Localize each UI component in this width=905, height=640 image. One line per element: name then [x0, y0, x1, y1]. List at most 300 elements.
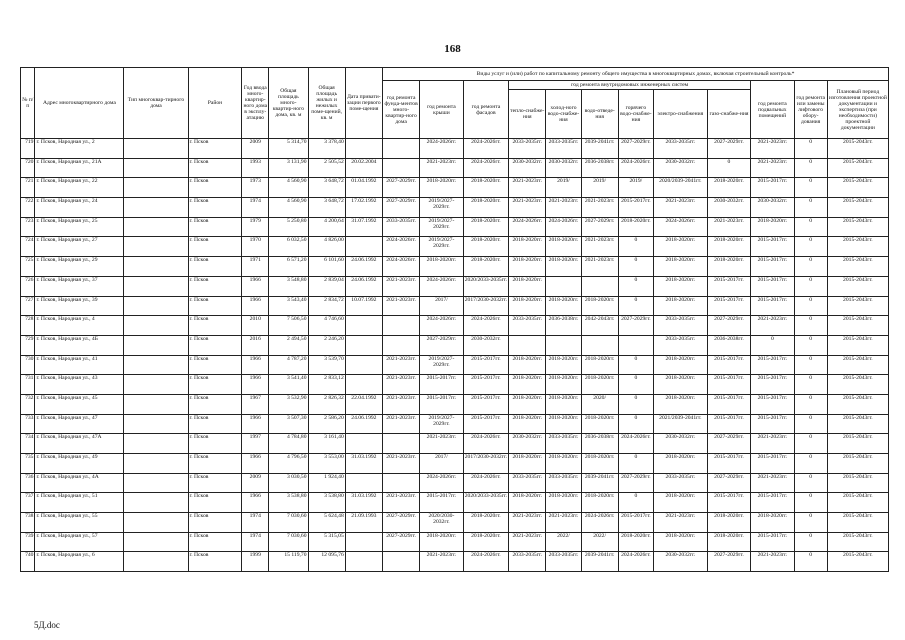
- cell-priv: 31.07.1992: [345, 217, 382, 237]
- cell-heat: 2024-2026гг.: [509, 217, 546, 237]
- cell-gas: 2015-2017гг.: [707, 375, 750, 395]
- cell-type: [124, 414, 188, 434]
- cell-priv: 20.02.2004: [345, 158, 382, 178]
- cell-heat: 2018-2020гг.: [509, 454, 546, 474]
- cell-living: 3 539,70: [308, 355, 345, 375]
- cell-addr: г. Псков, Народная ул., 47: [35, 414, 124, 434]
- cell-n: 731: [21, 375, 35, 395]
- cell-n: 728: [21, 316, 35, 336]
- cell-gas: 0: [707, 158, 750, 178]
- cell-hot: 0: [618, 355, 653, 375]
- cell-drain: 2018-2020гг.: [581, 414, 618, 434]
- header-foundation: год ремонта фунда-ментов много-квартир-ного дома: [382, 81, 419, 139]
- cell-plan: 2015-2043гг.: [827, 276, 888, 296]
- cell-elec: 2030-2032гг.: [653, 434, 707, 454]
- cell-living: 12 095,76: [308, 552, 345, 572]
- cell-roof: 2019/2027-2029гг.: [420, 355, 463, 375]
- cell-heat: 2018-2020гг.: [509, 257, 546, 277]
- table-row: [21, 532, 889, 552]
- cell-lift: 0: [794, 178, 827, 198]
- cell-found: 2021-2023гг.: [382, 454, 419, 474]
- cell-living: 4 200,64: [308, 217, 345, 237]
- cell-living: 2 839,04: [308, 276, 345, 296]
- page-number: 168: [444, 43, 461, 55]
- cell-drain: 2018-2020гг.: [581, 296, 618, 316]
- cell-lift: 0: [794, 513, 827, 533]
- cell-n: 737: [21, 493, 35, 513]
- table-body: [21, 139, 889, 572]
- cell-addr: г. Псков, Народная ул., 57: [35, 532, 124, 552]
- cell-living: 3 378,40: [308, 139, 345, 159]
- cell-roof: 2015-2017гг.: [420, 394, 463, 414]
- cell-priv: 24.06.1992: [345, 257, 382, 277]
- cell-drain: 2019/: [581, 178, 618, 198]
- cell-heat: 2033-2035гг.: [509, 552, 546, 572]
- cell-hot: 2015-2017гг.: [618, 513, 653, 533]
- cell-found: 2021-2023гг.: [382, 296, 419, 316]
- cell-gas: 2015-2017гг.: [707, 414, 750, 434]
- cell-roof: 2024-2026гг.: [420, 139, 463, 159]
- cell-roof: 2024-2026гг.: [420, 473, 463, 493]
- cell-gas: 2036-2038гг.: [707, 335, 750, 355]
- cell-hot: 0: [618, 296, 653, 316]
- cell-heat: 2018-2020гг.: [509, 276, 546, 296]
- cell-priv: [345, 237, 382, 257]
- cell-district: г. Псков: [188, 257, 242, 277]
- cell-district: г. Псков: [188, 316, 242, 336]
- cell-gas: 2030-2032гг.: [707, 198, 750, 218]
- cell-total: 2 494,50: [269, 335, 308, 355]
- cell-base: 2030-2032гг.: [751, 198, 794, 218]
- cell-n: 740: [21, 552, 35, 572]
- cell-drain: 2036-2038гг.: [581, 434, 618, 454]
- cell-priv: 01.04.1992: [345, 178, 382, 198]
- table-row: [21, 257, 889, 277]
- cell-heat: 2033-2035гг.: [509, 316, 546, 336]
- cell-addr: г. Псков, Народная ул., 43: [35, 375, 124, 395]
- cell-plan: 2015-2043гг.: [827, 178, 888, 198]
- cell-cold: 2018-2020гг.: [546, 493, 581, 513]
- cell-total: 7 030,60: [269, 513, 308, 533]
- table-row: [21, 158, 889, 178]
- cell-drain: [581, 335, 618, 355]
- cell-elec: 2018-2020гг.: [653, 375, 707, 395]
- cell-addr: г. Псков, Народная ул., 2: [35, 139, 124, 159]
- cell-district: г. Псков: [188, 513, 242, 533]
- cell-lift: 0: [794, 434, 827, 454]
- cell-base: 2015-2017гг.: [751, 296, 794, 316]
- cell-elec: 2021-2023гг.: [653, 513, 707, 533]
- table-row: [21, 217, 889, 237]
- cell-hot: 0: [618, 257, 653, 277]
- cell-elec: 2018-2020гг.: [653, 454, 707, 474]
- cell-roof: 2015-2017гг.: [420, 375, 463, 395]
- cell-cold: [546, 335, 581, 355]
- cell-roof: 2024-2026гг.: [420, 276, 463, 296]
- cell-plan: 2015-2043гг.: [827, 493, 888, 513]
- cell-gas: 2018-2020гг.: [707, 178, 750, 198]
- cell-plan: 2015-2043гг.: [827, 414, 888, 434]
- cell-year: 1966: [242, 414, 269, 434]
- cell-base: 2021-2023гг.: [751, 552, 794, 572]
- cell-heat: 2018-2020гг.: [509, 355, 546, 375]
- cell-living: 1 924,40: [308, 473, 345, 493]
- cell-lift: 0: [794, 257, 827, 277]
- cell-district: г. Псков: [188, 394, 242, 414]
- cell-addr: г. Псков, Народная ул., 51: [35, 493, 124, 513]
- cell-elec: 2024-2026гг.: [653, 217, 707, 237]
- cell-n: 733: [21, 414, 35, 434]
- cell-n: 726: [21, 276, 35, 296]
- cell-heat: 2018-2020гг.: [509, 493, 546, 513]
- cell-year: 1993: [242, 158, 269, 178]
- cell-priv: [345, 335, 382, 355]
- header-systems-group: год ремонта внутридомовых инженерных систем: [509, 81, 751, 90]
- header-total-area: Общая площадь много-квартир-ного дома, кв. м: [269, 68, 308, 139]
- cell-plan: 2015-2043гг.: [827, 532, 888, 552]
- cell-gas: 2018-2020гг.: [707, 257, 750, 277]
- cell-year: 1970: [242, 237, 269, 257]
- cell-hot: 2024-2026гг.: [618, 434, 653, 454]
- cell-gas: 2015-2017гг.: [707, 394, 750, 414]
- cell-heat: 2033-2035гг.: [509, 139, 546, 159]
- cell-hot: 2024-2026гг.: [618, 158, 653, 178]
- cell-found: [382, 316, 419, 336]
- cell-priv: [345, 532, 382, 552]
- cell-lift: 0: [794, 375, 827, 395]
- cell-cold: 2018-2020гг.: [546, 394, 581, 414]
- cell-plan: 2015-2043гг.: [827, 394, 888, 414]
- cell-found: 2021-2023гг.: [382, 375, 419, 395]
- cell-lift: 0: [794, 473, 827, 493]
- cell-roof: 2018-2020гг.: [420, 532, 463, 552]
- cell-n: 729: [21, 335, 35, 355]
- table-row: [21, 493, 889, 513]
- cell-priv: [345, 316, 382, 336]
- cell-type: [124, 493, 188, 513]
- cell-addr: г. Псков, Народная ул., 4Б: [35, 335, 124, 355]
- cell-cold: 2018-2020гг.: [546, 355, 581, 375]
- cell-heat: 2021-2023гг.: [509, 513, 546, 533]
- cell-gas: 2027-2029гг.: [707, 473, 750, 493]
- cell-type: [124, 454, 188, 474]
- cell-cold: 2018-2020гг.: [546, 414, 581, 434]
- cell-cold: 2022/: [546, 532, 581, 552]
- cell-year: 1966: [242, 355, 269, 375]
- cell-plan: 2015-2043гг.: [827, 454, 888, 474]
- cell-year: 1966: [242, 296, 269, 316]
- cell-base: 2015-2017гг.: [751, 493, 794, 513]
- header-gas: газо-снабже-ния: [707, 90, 750, 139]
- cell-base: 2021-2023гг.: [751, 139, 794, 159]
- cell-gas: 2015-2017гг.: [707, 493, 750, 513]
- cell-cold: 2018-2020гг.: [546, 454, 581, 474]
- cell-elec: 2021/2039-2041гг.: [653, 414, 707, 434]
- cell-district: г. Псков: [188, 473, 242, 493]
- cell-district: г. Псков: [188, 552, 242, 572]
- cell-plan: 2015-2043гг.: [827, 198, 888, 218]
- cell-total: 4 560,90: [269, 198, 308, 218]
- cell-lift: 0: [794, 414, 827, 434]
- cell-plan: 2015-2043гг.: [827, 316, 888, 336]
- cell-lift: 0: [794, 552, 827, 572]
- header-num: № п/п: [21, 68, 35, 139]
- cell-cold: 2033-2035гг.: [546, 552, 581, 572]
- cell-facade: 2017/2030-2032гг.: [463, 296, 509, 316]
- table-row: [21, 473, 889, 493]
- table-row: [21, 198, 889, 218]
- cell-living: 2 834,72: [308, 296, 345, 316]
- cell-year: 1979: [242, 217, 269, 237]
- cell-cold: 2018-2020гг.: [546, 257, 581, 277]
- cell-facade: 2018-2020гг.: [463, 198, 509, 218]
- cell-lift: 0: [794, 198, 827, 218]
- cell-gas: 2027-2029гг.: [707, 434, 750, 454]
- cell-district: г. Псков: [188, 158, 242, 178]
- cell-n: 732: [21, 394, 35, 414]
- cell-gas: 2027-2029гг.: [707, 552, 750, 572]
- header-heat: тепло-снабже-ния: [509, 90, 546, 139]
- cell-hot: 0: [618, 414, 653, 434]
- cell-addr: г. Псков, Народная ул., 37: [35, 276, 124, 296]
- cell-type: [124, 198, 188, 218]
- cell-cold: 2021-2023гг.: [546, 198, 581, 218]
- cell-cold: 2019/: [546, 178, 581, 198]
- cell-elec: 2018-2020гг.: [653, 394, 707, 414]
- cell-year: 1974: [242, 198, 269, 218]
- cell-total: 3 538,80: [269, 493, 308, 513]
- cell-district: г. Псков: [188, 296, 242, 316]
- cell-base: 2018-2020гг.: [751, 513, 794, 533]
- cell-lift: 0: [794, 217, 827, 237]
- cell-facade: 2015-2017гг.: [463, 414, 509, 434]
- cell-base: 2015-2017гг.: [751, 532, 794, 552]
- cell-plan: 2015-2043гг.: [827, 257, 888, 277]
- cell-drain: [581, 276, 618, 296]
- cell-district: г. Псков: [188, 375, 242, 395]
- cell-addr: г. Псков, Народная ул., 27: [35, 237, 124, 257]
- table-row: [21, 394, 889, 414]
- cell-year: 1971: [242, 257, 269, 277]
- cell-roof: 2024-2026гг.: [420, 316, 463, 336]
- cell-district: г. Псков: [188, 237, 242, 257]
- cell-plan: 2015-2043гг.: [827, 335, 888, 355]
- cell-plan: 2015-2043гг.: [827, 473, 888, 493]
- table-row: [21, 139, 889, 159]
- cell-elec: 2030-2032гг.: [653, 158, 707, 178]
- table-row: [21, 454, 889, 474]
- table-row: [21, 375, 889, 395]
- cell-lift: 0: [794, 316, 827, 336]
- cell-total: 6 032,50: [269, 237, 308, 257]
- cell-facade: 2020/2033-2035гг.: [463, 493, 509, 513]
- cell-living: 6 101,60: [308, 257, 345, 277]
- cell-n: 727: [21, 296, 35, 316]
- cell-type: [124, 552, 188, 572]
- cell-priv: [345, 139, 382, 159]
- cell-roof: 2018-2020гг.: [420, 178, 463, 198]
- cell-type: [124, 355, 188, 375]
- cell-total: 5 314,70: [269, 139, 308, 159]
- cell-priv: 17.02.1992: [345, 198, 382, 218]
- cell-cold: 2036-2038гг.: [546, 316, 581, 336]
- cell-priv: 22.04.1992: [345, 394, 382, 414]
- cell-type: [124, 296, 188, 316]
- cell-living: 2 826,32: [308, 394, 345, 414]
- cell-base: 2015-2017гг.: [751, 178, 794, 198]
- cell-lift: 0: [794, 237, 827, 257]
- cell-hot: 2019/: [618, 178, 653, 198]
- cell-base: 0: [751, 335, 794, 355]
- cell-plan: 2015-2043гг.: [827, 355, 888, 375]
- cell-living: 5 624,48: [308, 513, 345, 533]
- cell-cold: [546, 276, 581, 296]
- cell-drain: 2021-2023гг.: [581, 237, 618, 257]
- cell-found: [382, 473, 419, 493]
- cell-roof: 2027-2029гг.: [420, 335, 463, 355]
- cell-base: 2015-2017гг.: [751, 355, 794, 375]
- cell-priv: 21.09.1993: [345, 513, 382, 533]
- cell-found: 2021-2023гг.: [382, 355, 419, 375]
- cell-district: г. Псков: [188, 139, 242, 159]
- cell-elec: 2018-2020гг.: [653, 296, 707, 316]
- cell-n: 719: [21, 139, 35, 159]
- cell-gas: 2018-2020гг.: [707, 237, 750, 257]
- cell-base: 2021-2023гг.: [751, 158, 794, 178]
- table-row: [21, 296, 889, 316]
- cell-facade: 2024-2026гг.: [463, 434, 509, 454]
- cell-elec: 2018-2020гг.: [653, 257, 707, 277]
- cell-facade: 2030-2032гг.: [463, 335, 509, 355]
- cell-found: [382, 139, 419, 159]
- cell-base: 2015-2017гг.: [751, 257, 794, 277]
- cell-living: 3 648,72: [308, 198, 345, 218]
- cell-district: г. Псков: [188, 217, 242, 237]
- cell-cold: 2033-2035гг.: [546, 473, 581, 493]
- cell-lift: 0: [794, 493, 827, 513]
- cell-living: 3 553,00: [308, 454, 345, 474]
- cell-gas: 2027-2029гг.: [707, 139, 750, 159]
- cell-district: г. Псков: [188, 532, 242, 552]
- cell-found: [382, 158, 419, 178]
- cell-found: 2024-2026гг.: [382, 237, 419, 257]
- cell-heat: 2018-2020гг.: [509, 296, 546, 316]
- cell-cold: 2018-2020гг.: [546, 296, 581, 316]
- table-row: [21, 276, 889, 296]
- cell-plan: 2015-2043гг.: [827, 375, 888, 395]
- cell-n: 720: [21, 158, 35, 178]
- cell-living: 2 586,20: [308, 414, 345, 434]
- cell-cold: 2018-2020гг.: [546, 375, 581, 395]
- cell-base: 2015-2017гг.: [751, 276, 794, 296]
- cell-facade: 2020/2033-2035гг.: [463, 276, 509, 296]
- cell-district: г. Псков: [188, 276, 242, 296]
- cell-district: г. Псков: [188, 335, 242, 355]
- cell-lift: 0: [794, 454, 827, 474]
- cell-facade: 2015-2017гг.: [463, 394, 509, 414]
- cell-found: [382, 335, 419, 355]
- cell-cold: 2033-2035гг.: [546, 434, 581, 454]
- cell-addr: г. Псков, Народная ул., 4А: [35, 473, 124, 493]
- cell-year: 1966: [242, 493, 269, 513]
- table-row: [21, 414, 889, 434]
- cell-addr: г. Псков, Народная ул., 24: [35, 198, 124, 218]
- cell-roof: 2015-2017гг.: [420, 493, 463, 513]
- cell-n: 721: [21, 178, 35, 198]
- cell-total: 6 571,20: [269, 257, 308, 277]
- cell-addr: г. Псков, Народная ул., 4: [35, 316, 124, 336]
- cell-district: г. Псков: [188, 198, 242, 218]
- cell-hot: 0: [618, 493, 653, 513]
- cell-found: [382, 552, 419, 572]
- cell-cold: 2024-2026гг.: [546, 217, 581, 237]
- cell-priv: 31.03.1992: [345, 493, 382, 513]
- header-electric: электро-снабжения: [653, 90, 707, 139]
- cell-base: 2021-2023гг.: [751, 473, 794, 493]
- header-drainage: водо-отведе-ния: [581, 90, 618, 139]
- cell-type: [124, 532, 188, 552]
- cell-gas: 2018-2020гг.: [707, 532, 750, 552]
- cell-drain: 2021-2023гг.: [581, 198, 618, 218]
- cell-heat: 2018-2020гг.: [509, 375, 546, 395]
- header-services-group: Виды услуг и (или) работ по капитальному ремонту общего имущества в многоквартирных домах, включая строительный контроль*: [382, 68, 888, 81]
- cell-total: 15 119,70: [269, 552, 308, 572]
- cell-hot: 0: [618, 394, 653, 414]
- cell-priv: [345, 473, 382, 493]
- header-facade: год ремонта фасадов: [463, 81, 509, 139]
- cell-drain: 2018-2020гг.: [581, 454, 618, 474]
- cell-total: 7 030,60: [269, 532, 308, 552]
- header-hot-water: горячего водо-снабже-ния: [618, 90, 653, 139]
- cell-addr: г. Псков, Народная ул., 41: [35, 355, 124, 375]
- cell-base: 2018-2020гг.: [751, 217, 794, 237]
- cell-n: 725: [21, 257, 35, 277]
- cell-addr: г. Псков, Народная ул., 47А: [35, 434, 124, 454]
- cell-n: 738: [21, 513, 35, 533]
- cell-living: 3 648,72: [308, 178, 345, 198]
- header-living-area: Общая площадь жилых и нежилых поме-щений, кв. м: [308, 68, 345, 139]
- cell-cold: 2018-2020гг.: [546, 237, 581, 257]
- cell-elec: 2018-2020гг.: [653, 276, 707, 296]
- cell-priv: 31.03.1992: [345, 454, 382, 474]
- cell-found: 2021-2023гг.: [382, 414, 419, 434]
- cell-total: 3 541,40: [269, 375, 308, 395]
- cell-addr: г. Псков, Народная ул., 25: [35, 217, 124, 237]
- table-row: [21, 316, 889, 336]
- cell-elec: 2033-2035гг.: [653, 473, 707, 493]
- cell-lift: 0: [794, 394, 827, 414]
- cell-hot: [618, 335, 653, 355]
- header-district: Район: [188, 68, 242, 139]
- cell-year: 1966: [242, 375, 269, 395]
- header-year: Год ввода много-квартир-ного дома в эксплу-атацию: [242, 68, 269, 139]
- cell-total: 4 796,50: [269, 454, 308, 474]
- cell-type: [124, 237, 188, 257]
- cell-elec: 2033-2035гг.: [653, 139, 707, 159]
- cell-plan: 2015-2043гг.: [827, 296, 888, 316]
- cell-roof: 2019/2027-2029гг.: [420, 217, 463, 237]
- cell-year: 1974: [242, 532, 269, 552]
- cell-living: 2 246,20: [308, 335, 345, 355]
- cell-found: 2033-2035гг.: [382, 217, 419, 237]
- cell-drain: 2018-2020гг.: [581, 375, 618, 395]
- cell-drain: 2027-2029гг.: [581, 217, 618, 237]
- cell-hot: 0: [618, 276, 653, 296]
- cell-gas: 2015-2017гг.: [707, 355, 750, 375]
- cell-drain: 2039-2041гг.: [581, 552, 618, 572]
- cell-district: г. Псков: [188, 434, 242, 454]
- cell-drain: 2022/: [581, 532, 618, 552]
